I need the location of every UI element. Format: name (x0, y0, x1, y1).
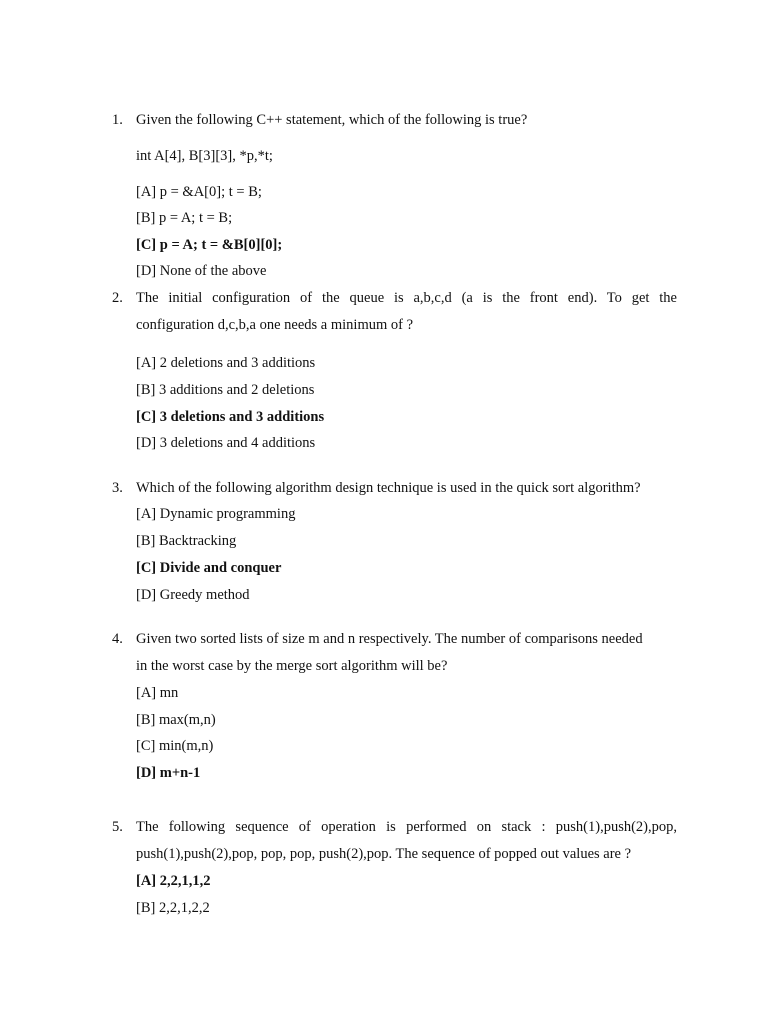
option-c-correct: [C] p = A; t = &B[0][0]; (136, 237, 283, 253)
option-c-correct: [C] 3 deletions and 3 additions (136, 409, 325, 425)
question-text: push(1),push(2),pop, pop, pop, push(2),pop. The sequence of popped out values are ? (136, 846, 632, 862)
question-text: in the worst case by the merge sort algorithm will be? (136, 658, 448, 674)
option-c: [C] min(m,n) (136, 738, 214, 754)
question-text: Given the following C++ statement, which of the following is true? (136, 112, 528, 128)
option-b: [B] p = A; t = B; (136, 210, 233, 226)
option-d: [D] Greedy method (136, 587, 250, 603)
option-a: [A] mn (136, 685, 179, 701)
option-a: [A] Dynamic programming (136, 506, 296, 522)
question-text: The following sequence of operation is performed on stack : push(1),push(2),pop, (136, 819, 677, 835)
question-number: 3. (112, 480, 123, 496)
option-c-correct: [C] Divide and conquer (136, 560, 282, 576)
option-b: [B] 2,2,1,2,2 (136, 900, 210, 916)
question-text: Which of the following algorithm design technique is used in the quick sort algorithm? (136, 480, 641, 496)
option-d-correct: [D] m+n-1 (136, 765, 201, 781)
option-a: [A] 2 deletions and 3 additions (136, 355, 316, 371)
question-text: The initial configuration of the queue is a,b,c,d (a is the front end). To get the (136, 290, 677, 306)
question-text: configuration d,c,b,a one needs a minimum of ? (136, 317, 414, 333)
question-number: 4. (112, 631, 123, 647)
option-d: [D] None of the above (136, 263, 267, 279)
option-a: [A] p = &A[0]; t = B; (136, 184, 262, 200)
question-text: Given two sorted lists of size m and n respectively. The number of comparisons needed (136, 631, 643, 647)
question-number: 1. (112, 112, 123, 128)
option-b: [B] 3 additions and 2 deletions (136, 382, 315, 398)
question-number: 5. (112, 819, 123, 835)
option-a-correct: [A] 2,2,1,1,2 (136, 873, 211, 889)
option-b: [B] Backtracking (136, 533, 237, 549)
option-d: [D] 3 deletions and 4 additions (136, 435, 316, 451)
question-number: 2. (112, 290, 123, 306)
code-statement: int A[4], B[3][3], *p,*t; (136, 148, 273, 164)
option-b: [B] max(m,n) (136, 712, 216, 728)
